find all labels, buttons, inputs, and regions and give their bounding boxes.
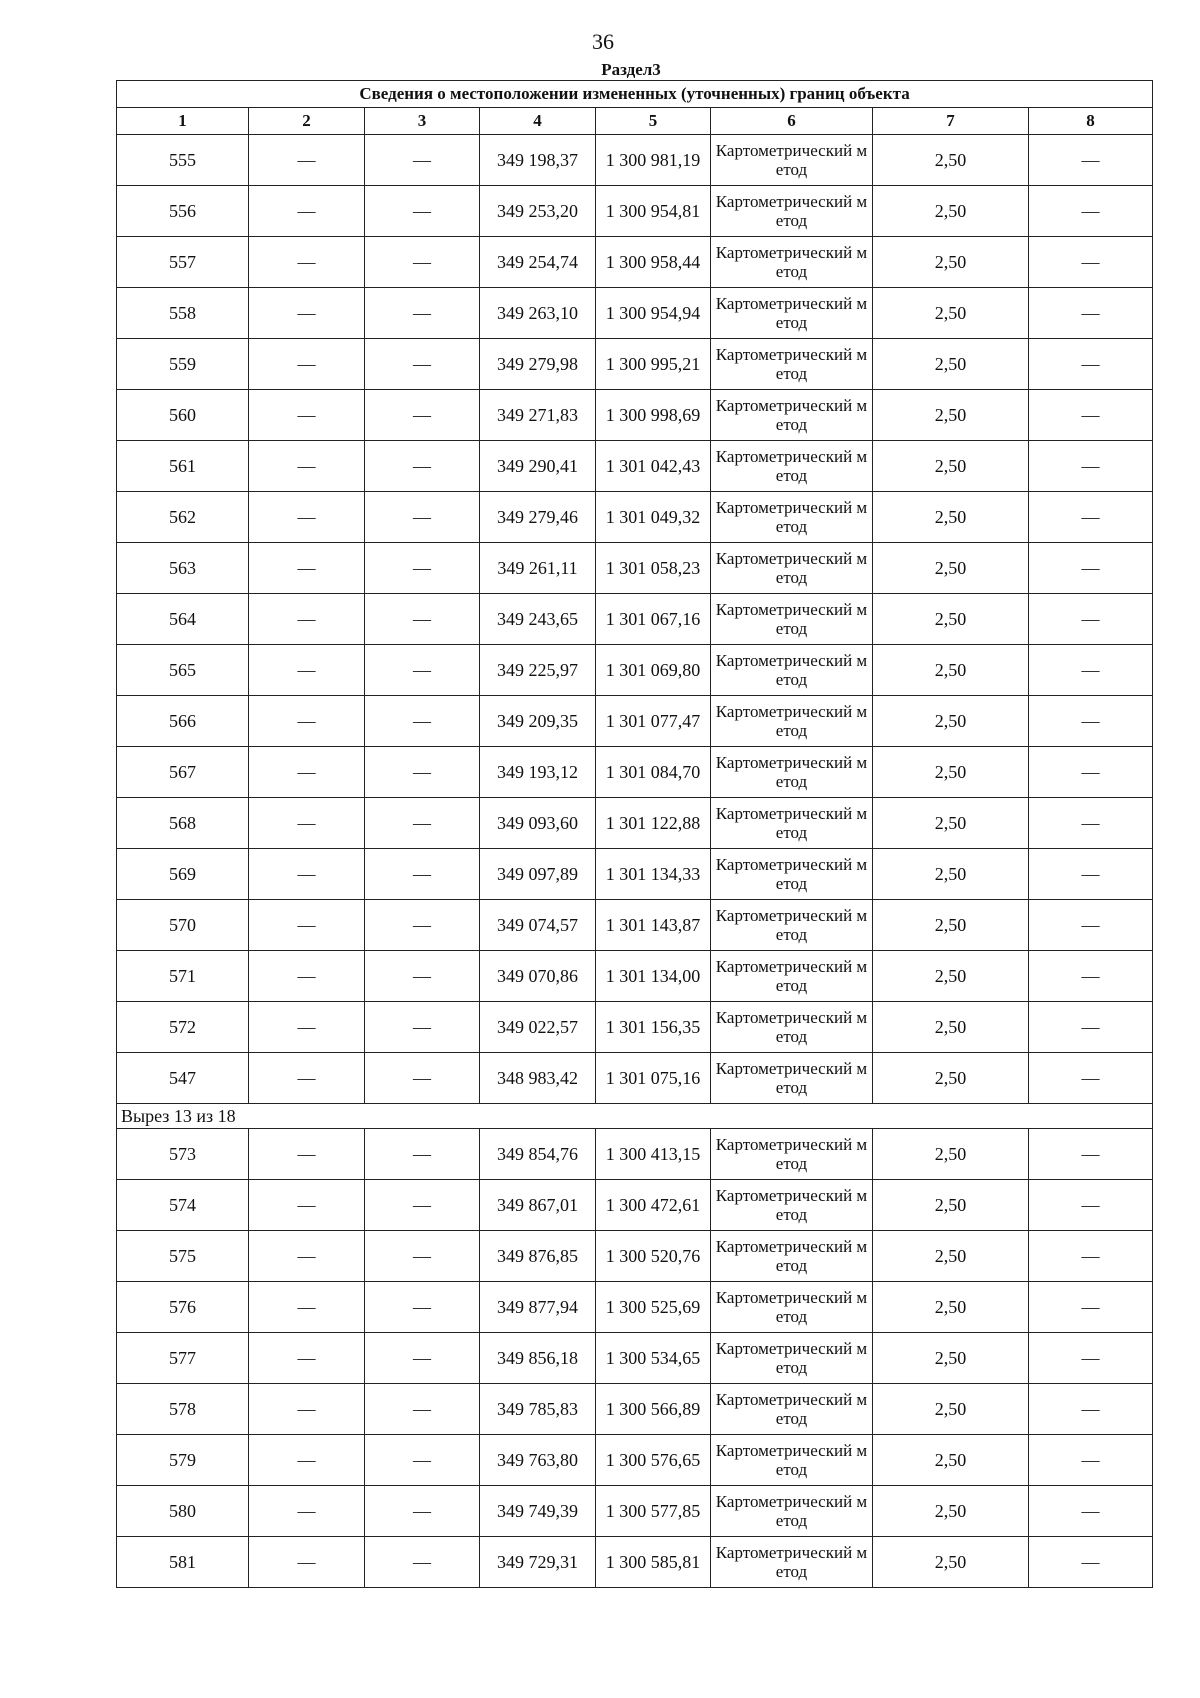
column-2-cell: — [249,1282,365,1333]
method-cell: Картометрический метод [711,339,873,390]
coordinate-y-cell: 1 301 075,16 [596,1053,711,1104]
column-2-cell: — [249,186,365,237]
coordinate-y-cell: 1 301 122,88 [596,798,711,849]
column-3-cell: — [365,1282,480,1333]
accuracy-cell: 2,50 [873,1180,1029,1231]
column-3-cell: — [365,645,480,696]
column-3-cell: — [365,1537,480,1588]
table-row [117,1384,1153,1435]
table-row [117,951,1153,1002]
coordinate-y-cell: 1 300 954,94 [596,288,711,339]
coordinate-x-cell: 349 856,18 [480,1333,596,1384]
accuracy-cell: 2,50 [873,1053,1029,1104]
column-8-cell: — [1029,1231,1153,1282]
coordinate-y-cell: 1 300 958,44 [596,237,711,288]
table-row [117,288,1153,339]
coordinate-y-cell: 1 301 077,47 [596,696,711,747]
column-3-cell: — [365,1129,480,1180]
accuracy-cell: 2,50 [873,1002,1029,1053]
method-cell: Картометрический метод [711,1435,873,1486]
column-header: 2 [249,108,365,135]
column-header: 4 [480,108,596,135]
section-title: Раздел3 [601,60,661,79]
column-2-cell: — [249,339,365,390]
coordinate-x-cell: 349 290,41 [480,441,596,492]
column-8-cell: — [1029,1435,1153,1486]
column-3-cell: — [365,492,480,543]
column-3-cell: — [365,1384,480,1435]
method-cell: Картометрический метод [711,1002,873,1053]
column-8-cell: — [1029,951,1153,1002]
column-2-cell: — [249,951,365,1002]
method-cell: Картометрический метод [711,135,873,186]
column-3-cell: — [365,1486,480,1537]
column-8-cell: — [1029,696,1153,747]
column-2-cell: — [249,543,365,594]
method-cell: Картометрический метод [711,1333,873,1384]
method-cell: Картометрический метод [711,696,873,747]
coordinate-x-cell: 349 253,20 [480,186,596,237]
table-caption-row [117,81,1153,108]
method-cell: Картометрический метод [711,900,873,951]
coordinate-y-cell: 1 301 134,33 [596,849,711,900]
coordinate-y-cell: 1 301 134,00 [596,951,711,1002]
point-number-cell: 560 [117,390,249,441]
coordinate-y-cell: 1 300 472,61 [596,1180,711,1231]
column-2-cell: — [249,900,365,951]
coordinate-y-cell: 1 300 576,65 [596,1435,711,1486]
column-3-cell: — [365,1333,480,1384]
column-8-cell: — [1029,1002,1153,1053]
method-cell: Картометрический метод [711,492,873,543]
point-number-cell: 569 [117,849,249,900]
column-3-cell: — [365,696,480,747]
column-8-cell: — [1029,237,1153,288]
column-2-cell: — [249,1537,365,1588]
column-2-cell: — [249,645,365,696]
coordinate-y-cell: 1 301 084,70 [596,747,711,798]
coordinate-y-cell: 1 301 143,87 [596,900,711,951]
method-cell: Картометрический метод [711,441,873,492]
column-3-cell: — [365,1053,480,1104]
method-cell: Картометрический метод [711,951,873,1002]
coordinate-x-cell: 349 271,83 [480,390,596,441]
point-number-cell: 580 [117,1486,249,1537]
coordinate-y-cell: 1 301 067,16 [596,594,711,645]
accuracy-cell: 2,50 [873,1435,1029,1486]
column-2-cell: — [249,798,365,849]
accuracy-cell: 2,50 [873,1231,1029,1282]
column-3-cell: — [365,594,480,645]
column-2-cell: — [249,492,365,543]
method-cell: Картометрический метод [711,1537,873,1588]
column-2-cell: — [249,390,365,441]
accuracy-cell: 2,50 [873,186,1029,237]
point-number-cell: 575 [117,1231,249,1282]
point-number-cell: 574 [117,1180,249,1231]
accuracy-cell: 2,50 [873,1486,1029,1537]
column-3-cell: — [365,237,480,288]
coordinate-y-cell: 1 300 585,81 [596,1537,711,1588]
coordinate-x-cell: 349 243,65 [480,594,596,645]
column-2-cell: — [249,696,365,747]
accuracy-cell: 2,50 [873,645,1029,696]
coordinate-x-cell: 349 877,94 [480,1282,596,1333]
accuracy-cell: 2,50 [873,237,1029,288]
column-2-cell: — [249,1435,365,1486]
column-2-cell: — [249,1486,365,1537]
column-3-cell: — [365,186,480,237]
accuracy-cell: 2,50 [873,747,1029,798]
coordinate-x-cell: 349 876,85 [480,1231,596,1282]
method-cell: Картометрический метод [711,747,873,798]
coordinate-y-cell: 1 300 525,69 [596,1282,711,1333]
table-row [117,543,1153,594]
table-row [117,696,1153,747]
column-2-cell: — [249,747,365,798]
column-3-cell: — [365,1180,480,1231]
column-3-cell: — [365,900,480,951]
column-2-cell: — [249,849,365,900]
column-8-cell: — [1029,441,1153,492]
coordinate-x-cell: 349 198,37 [480,135,596,186]
point-number-cell: 568 [117,798,249,849]
method-cell: Картометрический метод [711,1282,873,1333]
boundary-coordinates-table [116,80,1153,1588]
method-cell: Картометрический метод [711,1231,873,1282]
accuracy-cell: 2,50 [873,390,1029,441]
coordinate-x-cell: 349 022,57 [480,1002,596,1053]
column-3-cell: — [365,1435,480,1486]
column-3-cell: — [365,288,480,339]
point-number-cell: 570 [117,900,249,951]
table-row [117,237,1153,288]
table-row [117,1333,1153,1384]
coordinate-y-cell: 1 301 069,80 [596,645,711,696]
point-number-cell: 561 [117,441,249,492]
accuracy-cell: 2,50 [873,1333,1029,1384]
point-number-cell: 576 [117,1282,249,1333]
column-8-cell: — [1029,1384,1153,1435]
method-cell: Картометрический метод [711,594,873,645]
column-8-cell: — [1029,543,1153,594]
accuracy-cell: 2,50 [873,492,1029,543]
table-row [117,798,1153,849]
group-label: Вырез 13 из 18 [117,1104,1153,1129]
coordinate-y-cell: 1 301 042,43 [596,441,711,492]
column-header: 7 [873,108,1029,135]
table-row [117,747,1153,798]
method-cell: Картометрический метод [711,186,873,237]
accuracy-cell: 2,50 [873,951,1029,1002]
column-8-cell: — [1029,186,1153,237]
table-row [117,1486,1153,1537]
coordinate-x-cell: 349 193,12 [480,747,596,798]
column-8-cell: — [1029,135,1153,186]
column-8-cell: — [1029,594,1153,645]
point-number-cell: 571 [117,951,249,1002]
coordinate-x-cell: 349 854,76 [480,1129,596,1180]
accuracy-cell: 2,50 [873,441,1029,492]
method-cell: Картометрический метод [711,1053,873,1104]
point-number-cell: 557 [117,237,249,288]
coordinate-x-cell: 349 254,74 [480,237,596,288]
accuracy-cell: 2,50 [873,594,1029,645]
point-number-cell: 573 [117,1129,249,1180]
table-row [117,492,1153,543]
column-8-cell: — [1029,1282,1153,1333]
accuracy-cell: 2,50 [873,135,1029,186]
point-number-cell: 579 [117,1435,249,1486]
method-cell: Картометрический метод [711,543,873,594]
coordinate-x-cell: 349 729,31 [480,1537,596,1588]
table-row [117,1180,1153,1231]
column-2-cell: — [249,237,365,288]
table-row [117,1282,1153,1333]
column-3-cell: — [365,441,480,492]
column-3-cell: — [365,849,480,900]
column-8-cell: — [1029,339,1153,390]
column-header: 3 [365,108,480,135]
method-cell: Картометрический метод [711,1486,873,1537]
coordinate-x-cell: 349 209,35 [480,696,596,747]
column-header: 5 [596,108,711,135]
coordinate-x-cell: 349 074,57 [480,900,596,951]
column-2-cell: — [249,1231,365,1282]
column-2-cell: — [249,1002,365,1053]
column-header-row [117,108,1153,135]
column-8-cell: — [1029,798,1153,849]
coordinate-x-cell: 349 763,80 [480,1435,596,1486]
accuracy-cell: 2,50 [873,1282,1029,1333]
point-number-cell: 555 [117,135,249,186]
column-2-cell: — [249,1333,365,1384]
coordinate-y-cell: 1 300 577,85 [596,1486,711,1537]
method-cell: Картометрический метод [711,237,873,288]
column-8-cell: — [1029,849,1153,900]
coordinate-y-cell: 1 301 156,35 [596,1002,711,1053]
column-8-cell: — [1029,492,1153,543]
coordinate-y-cell: 1 300 534,65 [596,1333,711,1384]
coordinate-x-cell: 349 070,86 [480,951,596,1002]
accuracy-cell: 2,50 [873,798,1029,849]
method-cell: Картометрический метод [711,390,873,441]
column-3-cell: — [365,1002,480,1053]
coordinate-x-cell: 349 097,89 [480,849,596,900]
table-row [117,849,1153,900]
method-cell: Картометрический метод [711,1129,873,1180]
column-header: 8 [1029,108,1153,135]
table-row [117,1002,1153,1053]
point-number-cell: 556 [117,186,249,237]
column-8-cell: — [1029,1486,1153,1537]
column-8-cell: — [1029,288,1153,339]
column-2-cell: — [249,135,365,186]
table-row [117,339,1153,390]
coordinate-y-cell: 1 300 981,19 [596,135,711,186]
coordinate-y-cell: 1 300 413,15 [596,1129,711,1180]
method-cell: Картометрический метод [711,645,873,696]
table-row [117,390,1153,441]
accuracy-cell: 2,50 [873,1384,1029,1435]
table-row [117,1129,1153,1180]
accuracy-cell: 2,50 [873,543,1029,594]
table-row [117,441,1153,492]
column-2-cell: — [249,1180,365,1231]
table-row [117,1435,1153,1486]
coordinate-y-cell: 1 301 058,23 [596,543,711,594]
column-3-cell: — [365,339,480,390]
table-row [117,900,1153,951]
accuracy-cell: 2,50 [873,1537,1029,1588]
accuracy-cell: 2,50 [873,339,1029,390]
coordinate-x-cell: 349 279,46 [480,492,596,543]
point-number-cell: 577 [117,1333,249,1384]
coordinate-x-cell: 349 093,60 [480,798,596,849]
point-number-cell: 547 [117,1053,249,1104]
method-cell: Картометрический метод [711,849,873,900]
column-3-cell: — [365,543,480,594]
column-8-cell: — [1029,645,1153,696]
group-label-row [117,1104,1153,1129]
coordinate-y-cell: 1 300 998,69 [596,390,711,441]
column-8-cell: — [1029,1333,1153,1384]
column-3-cell: — [365,747,480,798]
point-number-cell: 558 [117,288,249,339]
coordinate-x-cell: 348 983,42 [480,1053,596,1104]
column-8-cell: — [1029,1129,1153,1180]
column-3-cell: — [365,798,480,849]
table-caption: Сведения о местоположении измененных (уточненных) границ объекта [117,81,1153,108]
coordinate-y-cell: 1 300 995,21 [596,339,711,390]
column-2-cell: — [249,441,365,492]
table-row [117,186,1153,237]
accuracy-cell: 2,50 [873,696,1029,747]
column-header: 6 [711,108,873,135]
point-number-cell: 566 [117,696,249,747]
accuracy-cell: 2,50 [873,288,1029,339]
accuracy-cell: 2,50 [873,849,1029,900]
column-3-cell: — [365,135,480,186]
method-cell: Картометрический метод [711,1384,873,1435]
accuracy-cell: 2,50 [873,1129,1029,1180]
coordinate-y-cell: 1 300 520,76 [596,1231,711,1282]
point-number-cell: 572 [117,1002,249,1053]
point-number-cell: 562 [117,492,249,543]
coordinate-y-cell: 1 301 049,32 [596,492,711,543]
coordinate-x-cell: 349 785,83 [480,1384,596,1435]
column-8-cell: — [1029,1180,1153,1231]
column-2-cell: — [249,1129,365,1180]
column-2-cell: — [249,288,365,339]
table-row [117,645,1153,696]
column-2-cell: — [249,1053,365,1104]
point-number-cell: 565 [117,645,249,696]
method-cell: Картометрический метод [711,798,873,849]
column-8-cell: — [1029,1537,1153,1588]
point-number-cell: 581 [117,1537,249,1588]
method-cell: Картометрический метод [711,1180,873,1231]
table-row [117,594,1153,645]
table-row [117,135,1153,186]
column-8-cell: — [1029,747,1153,798]
column-2-cell: — [249,594,365,645]
point-number-cell: 559 [117,339,249,390]
coordinate-x-cell: 349 261,11 [480,543,596,594]
page-number: 36 [592,29,614,54]
point-number-cell: 564 [117,594,249,645]
table-row [117,1053,1153,1104]
coordinate-x-cell: 349 749,39 [480,1486,596,1537]
coordinate-x-cell: 349 279,98 [480,339,596,390]
table-row [117,1537,1153,1588]
point-number-cell: 578 [117,1384,249,1435]
column-3-cell: — [365,390,480,441]
column-8-cell: — [1029,390,1153,441]
method-cell: Картометрический метод [711,288,873,339]
coordinate-x-cell: 349 225,97 [480,645,596,696]
column-8-cell: — [1029,900,1153,951]
column-3-cell: — [365,951,480,1002]
column-3-cell: — [365,1231,480,1282]
column-2-cell: — [249,1384,365,1435]
column-8-cell: — [1029,1053,1153,1104]
coordinate-y-cell: 1 300 954,81 [596,186,711,237]
table-row [117,1231,1153,1282]
coordinate-x-cell: 349 263,10 [480,288,596,339]
column-header: 1 [117,108,249,135]
point-number-cell: 563 [117,543,249,594]
accuracy-cell: 2,50 [873,900,1029,951]
coordinate-x-cell: 349 867,01 [480,1180,596,1231]
coordinate-y-cell: 1 300 566,89 [596,1384,711,1435]
point-number-cell: 567 [117,747,249,798]
